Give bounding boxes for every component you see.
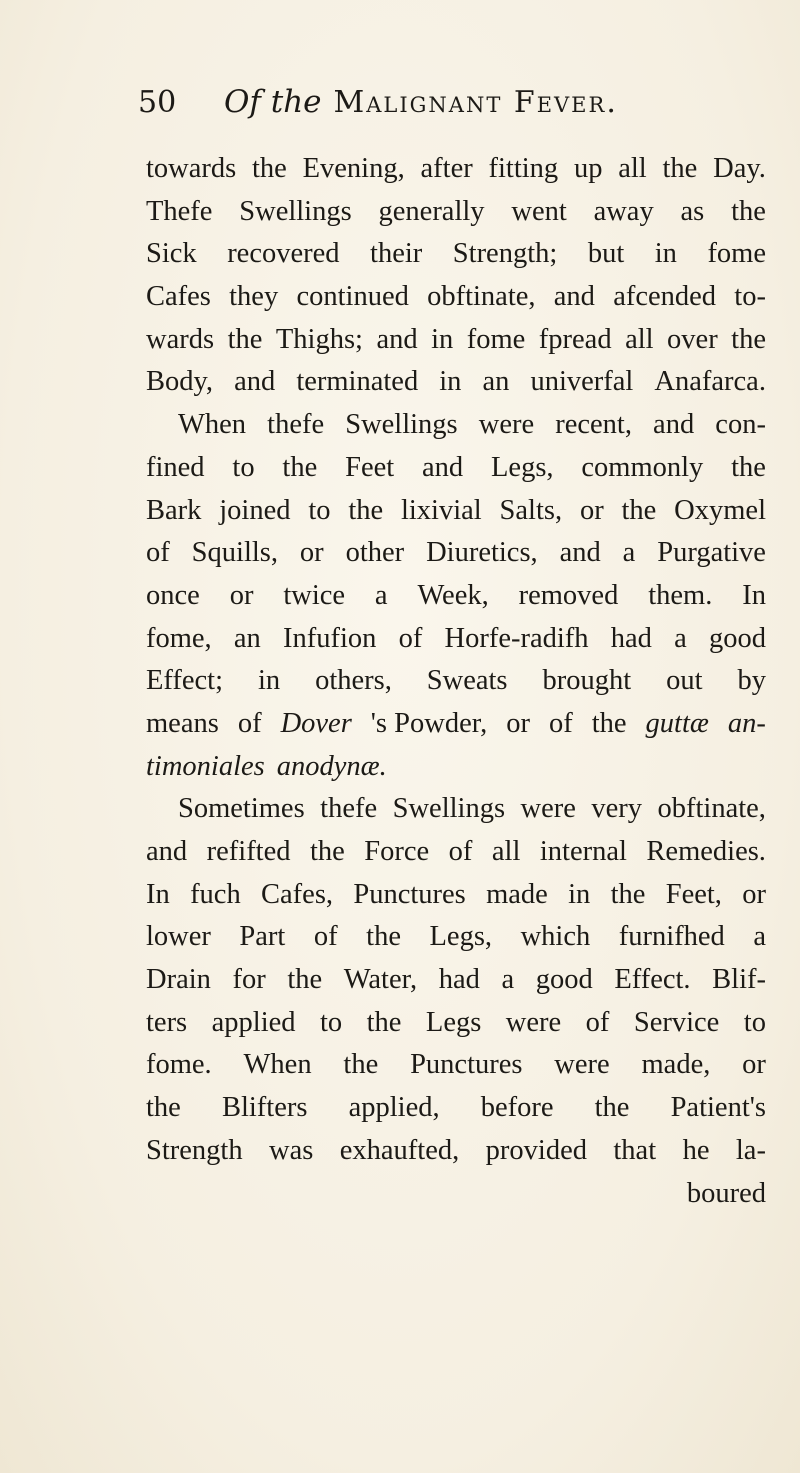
text-line [146,874,766,917]
word: all [625,323,654,355]
word: Punctures [410,1049,523,1081]
text-line [146,148,766,191]
word: fined [146,451,205,483]
word: over [667,323,718,355]
word: once [146,579,200,611]
word: Water, [343,964,418,996]
word: in [257,665,281,697]
word: the [366,1006,402,1038]
word: provided [485,1134,587,1166]
body-text [146,148,766,1215]
word: the [591,707,627,739]
word: terminated [296,366,419,398]
word: guttæ [645,707,709,739]
word: Infufion [283,622,377,654]
word: Anafarca. [654,366,766,398]
word: in [654,238,677,270]
word: the [731,323,766,355]
word: to [319,1006,343,1038]
word: Legs, [429,921,493,953]
word: Thighs; [275,323,363,355]
word: obftinate, [657,793,766,825]
word: applied, [348,1092,440,1124]
word: towards [146,153,237,184]
word: Swellings [392,793,506,825]
word: Bark [146,494,202,526]
word: to [232,451,255,483]
word: all [618,153,647,184]
word: boured [686,1177,766,1209]
word: a [674,622,687,654]
word: the [366,921,401,953]
word: of [237,707,262,739]
text-line [146,1087,766,1130]
word: Strength; [452,238,558,270]
word: Remedies. [646,836,766,867]
word: lixivial [400,494,482,526]
text-line [146,191,766,234]
word: anodynæ. [276,750,387,782]
text-line [146,788,766,831]
word: furnifhed [618,921,725,953]
word: and [234,366,276,398]
word: the [146,1092,181,1124]
word: the [610,878,646,910]
word: thefe [320,793,378,825]
word: a [753,921,766,953]
word: the [348,494,384,526]
word: Diuretics, [426,537,538,569]
word: a [374,579,388,611]
word: good [535,964,593,996]
text-line [146,1173,766,1216]
word: were [478,409,535,441]
word: timoniales [146,750,265,782]
word: Cafes [146,281,211,313]
word: went [511,195,567,227]
text-line [146,1130,766,1173]
word: Dover [280,707,352,739]
word: Effect; [146,665,224,697]
word: Sometimes [178,793,305,825]
word: the [252,153,287,184]
word: con- [715,409,766,441]
word: Feet, [665,878,722,910]
word: the [343,1049,379,1081]
word: wards [146,323,215,355]
word: the [227,323,263,355]
word: or [506,707,530,739]
word: the [309,836,345,867]
word: of [448,836,473,867]
text-line [146,1002,766,1045]
word: Evening, [302,153,405,184]
word: afcended [613,281,717,313]
word: and [653,409,695,441]
word: fome. [146,1049,212,1081]
word: Day. [713,153,766,184]
word: an [482,366,510,398]
word: Week, [417,579,489,611]
word: exhaufted, [339,1134,460,1166]
word: Strength [146,1134,243,1166]
word: Punctures [353,878,466,910]
word: recent, [555,409,632,441]
word: they [229,281,279,313]
word: had [610,622,652,654]
word: Blifters [221,1092,308,1124]
text-line [146,831,766,874]
word: fome [466,323,526,355]
word: Squills, [191,537,278,569]
word: in [439,366,462,398]
text-line [146,703,766,746]
text-line [146,959,766,1002]
word: were [554,1049,610,1081]
word: and [146,836,188,867]
word: Service [633,1006,720,1038]
word: When [243,1049,312,1081]
word: commonly [581,451,704,483]
word: an [233,622,261,654]
word: in [568,878,591,910]
word: was [269,1134,314,1166]
word: Oxymel [674,494,766,526]
word: refifted [206,836,291,867]
running-title-italic: Of the [224,84,322,120]
word: lower [146,921,211,953]
word: before [480,1092,554,1124]
word: ters [146,1006,188,1038]
word: univerfal [530,366,634,398]
text-line [146,361,766,404]
word: Salts, [499,494,563,526]
word: he [682,1134,710,1166]
word: and [553,281,595,313]
word: and [559,537,601,569]
word: obftinate, [427,281,536,313]
word: had [438,964,480,996]
word: but [587,238,625,270]
word: fuch [190,878,241,910]
word: generally [378,195,485,227]
text-line [146,319,766,362]
word: removed [518,579,619,611]
word: Blif- [712,964,766,996]
word: In [146,878,170,910]
word: or [742,878,766,910]
word: Effect. [614,964,691,996]
word: the [282,451,318,483]
word: to [308,494,331,526]
word: fome, [146,622,212,654]
word: of [146,537,170,569]
word: Drain [146,964,211,996]
word: Patient's [670,1092,766,1124]
word: joined [219,494,291,526]
text-line [146,660,766,703]
word: were [520,793,576,825]
word: fitting [488,153,559,184]
text-line [146,916,766,959]
word: the [621,494,657,526]
text-line [146,746,766,789]
word: of [548,707,573,739]
word: Purgative [657,537,766,569]
word: Force [364,836,430,867]
word: Legs, [491,451,554,483]
word: or [299,537,324,569]
text-line [146,447,766,490]
word: means [146,707,219,739]
word: When [178,409,247,441]
text-line [146,276,766,319]
word: that [613,1134,657,1166]
page-number: 50 [138,85,177,120]
word: Feet [345,451,395,483]
text-line [146,532,766,575]
running-header [138,84,758,134]
word: twice [283,579,346,611]
word: others, [315,665,392,697]
word: of [398,622,423,654]
running-title: Malignant Fever. [333,85,618,120]
word: In [742,579,766,611]
word: and [422,451,464,483]
word: were [505,1006,562,1038]
word: made, [641,1049,711,1081]
word: continued [296,281,409,313]
word: or [742,1049,766,1081]
word: 's Powder, [370,707,488,739]
word: Horfe-radifh [444,622,589,654]
word: to [743,1006,766,1038]
word: Body, [146,366,214,398]
word: a [622,537,636,569]
word: the [287,964,323,996]
word: internal [539,836,627,867]
word: after [420,153,473,184]
word: in [431,323,454,355]
word: of [585,1006,610,1038]
word: and [376,323,418,355]
text-line [146,233,766,276]
word: applied [211,1006,296,1038]
word: Swellings [345,409,458,441]
word: their [370,238,423,270]
text-line [146,404,766,447]
word: Cafes, [261,878,334,910]
word: Legs [425,1006,482,1038]
word: the [731,195,766,227]
word: la- [735,1134,766,1166]
word: all [491,836,521,867]
word: Sick [146,238,197,270]
word: good [708,622,766,654]
word: fome [707,238,766,270]
word: the [594,1092,630,1124]
word: to- [734,281,766,313]
word: for [232,964,266,996]
word: made [486,878,548,910]
text-line [146,618,766,661]
word: Swellings [239,195,352,227]
word: away [593,195,654,227]
text-line [146,575,766,618]
word: brought [542,665,632,697]
word: Part [239,921,286,953]
word: which [520,921,591,953]
word: Thefe [146,195,213,227]
word: recovered [227,238,340,270]
word: very [591,793,643,825]
word: Sweats [426,665,508,697]
word: the [662,153,698,184]
word: other [345,537,405,569]
word: them. [648,579,713,611]
word: thefe [267,409,325,441]
word: a [501,964,515,996]
word: the [731,451,766,483]
word: of [313,921,338,953]
word: by [737,665,766,697]
word: as [680,195,705,227]
text-line [146,490,766,533]
word: or [579,494,604,526]
text-line [146,1044,766,1087]
word: or [229,579,254,611]
word: up [573,153,603,184]
word: fpread [538,323,612,355]
word: an- [727,707,766,739]
word: out [666,665,703,697]
